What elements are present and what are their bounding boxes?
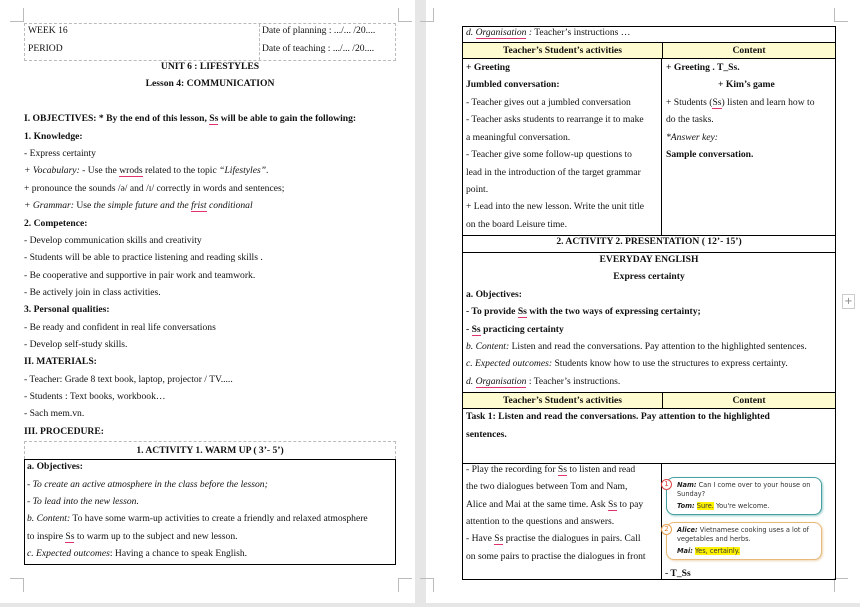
warmup-greeting: + Greeting [466, 62, 510, 73]
warmup-step: - Teacher asks students to rearrange it to make [466, 114, 644, 125]
add-row-button[interactable]: + [842, 294, 855, 309]
competence-item: - Be cooperative and supportive in pair work and teamwork. [24, 270, 256, 281]
knowledge-item: - Express certainty [24, 148, 96, 159]
answer-key-label: *Answer key: [666, 132, 718, 143]
activity2-title: 2. ACTIVITY 2. PRESENTATION ( 12’- 15’) [556, 236, 742, 247]
table-header-row [462, 392, 836, 409]
knowledge-vocabulary: + Vocabulary: - Use the wrods related to the topic “Lifestyles”. [24, 165, 269, 176]
knowledge-pronounce: + pronounce the sounds /ə/ and /ɪ/ correctly in words and sentences; [24, 183, 285, 194]
number-badge: 2 [661, 524, 672, 535]
crop-mark [834, 578, 848, 592]
crop-mark [10, 8, 24, 22]
personal-heading: 3. Personal qualities: [24, 304, 110, 315]
content-students-cont: do the tasks. [666, 114, 714, 125]
warmup-jumbled: Jumbled conversation: [466, 79, 560, 90]
objectives-heading: I. OBJECTIVES: * By the end of this lesson, Ss will be able to gain the following: [24, 113, 357, 124]
knowledge-heading: 1. Knowledge: [24, 131, 83, 142]
table-header-row [462, 42, 836, 59]
column-header-content: Content [732, 45, 766, 56]
competence-item: - Be actively join in class activities. [24, 287, 161, 298]
crop-mark [420, 578, 434, 592]
personal-item: - Develop self-study skills. [24, 339, 128, 350]
activity2-objective: - To provide Ss with the two ways of expressing certainty; [466, 306, 701, 317]
competence-item: - Students will be able to practice listening and reading skills . [24, 252, 263, 263]
express-certainty-heading: Express certainty [613, 271, 685, 282]
column-header-activities: Teacher’s Student’s activities [502, 45, 623, 56]
activity2-objectives-label: a. Objectives: [466, 289, 522, 300]
dialogue-bubble-1: 1 Nam: Can I come over to your house on Sunday? Tom: Sure. You're welcome. [666, 477, 822, 515]
warmup-step: lead in the introduction of the target grammar [466, 167, 641, 178]
warmup-step: on the board Leisure time. [466, 219, 567, 230]
materials-item: - Students : Text books, workbook… [24, 391, 166, 402]
activity1-content-cont: to inspire Ss to warm up to the subject and new lesson. [27, 531, 238, 542]
content-students: + Students (Ss) listen and learn how to [666, 97, 815, 108]
activity2-objective: - Ss practicing certainty [466, 324, 564, 335]
task1-instruction-cont: sentences. [466, 429, 507, 440]
date-planning: Date of planning : .../... /20.... [262, 25, 376, 36]
warmup-step: + Lead into the new lesson. Write the unit title [466, 201, 645, 212]
knowledge-grammar: + Grammar: Use the simple future and the frist conditional [24, 200, 253, 211]
number-badge: 1 [661, 479, 672, 490]
task-step: the two dialogues between Tom and Nam, [466, 481, 628, 492]
column-header-activities: Teacher’s Student’s activities [502, 395, 623, 406]
activity1-title: 1. ACTIVITY 1. WARM UP ( 3’- 5’) [24, 441, 396, 459]
column-header-content: Content [732, 395, 766, 406]
materials-item: - Sach mem.vn. [24, 408, 85, 419]
period-label: PERIOD [28, 43, 63, 54]
materials-heading: II. MATERIALS: [24, 356, 97, 367]
competence-heading: 2. Competence: [24, 218, 88, 229]
organisation-line: d. Organisation : Teacher’s instructions … [466, 27, 631, 38]
activity2-organisation: d. Organisation : Teacher’s instructions. [466, 376, 621, 387]
unit-title: UNIT 6 : LIFESTYLES [160, 61, 260, 72]
competence-item: - Develop communication skills and creativity [24, 235, 202, 246]
warmup-step: - Teacher give some follow-up questions to [466, 149, 632, 160]
procedure-heading: III. PROCEDURE: [24, 426, 104, 437]
column-divider [661, 59, 662, 235]
warmup-step: point. [466, 184, 489, 195]
activity1-objective: - To create an active atmosphere in the class before the lesson; [27, 479, 268, 490]
activity1-outcomes: c. Expected outcomes: Having a chance to speak English. [27, 548, 248, 559]
activity1-objective: - To lead into the new lesson. [27, 496, 139, 507]
crop-mark [834, 8, 848, 22]
task-step: attention to the questions and answers. [466, 516, 615, 527]
everyday-english-heading: EVERYDAY ENGLISH [599, 254, 699, 265]
crop-mark [398, 578, 412, 592]
sample-conversation: Sample conversation. [666, 149, 754, 160]
content-kims-game: + Kim’s game [718, 79, 775, 90]
date-teaching: Date of teaching : .../... /20.... [262, 43, 375, 54]
task-step: - Play the recording for Ss to listen and read [466, 464, 636, 475]
personal-item: - Be ready and confident in real life conversations [24, 322, 216, 333]
activity1-objectives-label: a. Objectives: [27, 461, 83, 472]
activity2-content: b. Content: Listen and read the conversations. Pay attention to the highlighted sentences. [466, 341, 807, 352]
activity1-content: b. Content: To have some warm-up activities to create a friendly and relaxed atmosphere [27, 513, 368, 524]
task1-instruction: Task 1: Listen and read the conversations. Pay attention to the highlighted [466, 411, 770, 422]
warmup-step: a meaningful conversation. [466, 132, 571, 143]
task-step: Alice and Mai at the same time. Ask Ss to pay [466, 499, 644, 510]
warmup-step: - Teacher gives out a jumbled conversation [466, 97, 631, 108]
materials-item: - Teacher: Grade 8 text book, laptop, projector / TV..... [24, 374, 233, 385]
crop-mark [10, 578, 24, 592]
lesson-title: Lesson 4: COMMUNICATION [145, 78, 275, 89]
task-step: on some pairs to practise the dialogues in front [466, 551, 646, 562]
content-greeting: + Greeting . T_Ss. [666, 62, 740, 73]
task-step: - Have Ss practise the dialogues in pairs. Call [466, 533, 641, 544]
activity2-outcomes: c. Expected outcomes: Students know how to use the structures to express certainty. [466, 358, 788, 369]
t-ss-label: - T_Ss [665, 568, 691, 579]
crop-mark [420, 8, 434, 22]
week-label: WEEK 16 [28, 25, 68, 36]
crop-mark [398, 8, 412, 22]
table-rule [462, 579, 836, 580]
dialogue-bubble-2: 2 Alice: Vietnamese cooking uses a lot of vegetables and herbs. Mai: Yes, certainly. [666, 522, 822, 560]
